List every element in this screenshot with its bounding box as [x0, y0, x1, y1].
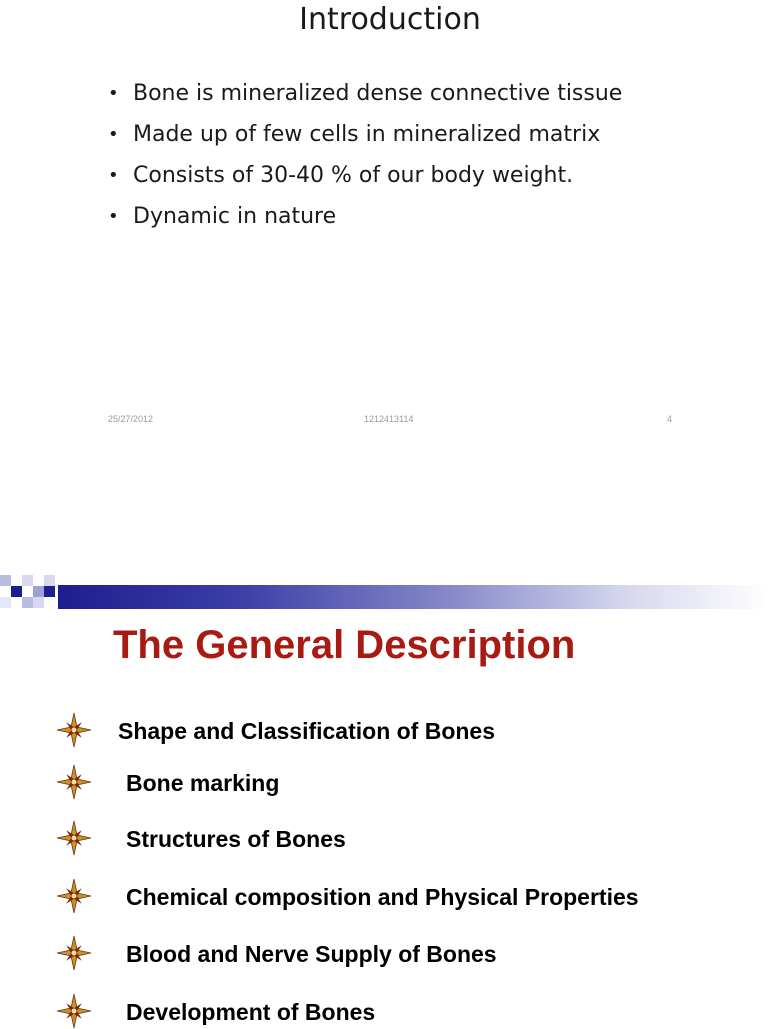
decor-square [33, 586, 44, 597]
slide-general-description [0, 573, 768, 1024]
list-item [0, 820, 768, 856]
list-item-label: Structures of Bones [126, 826, 346, 852]
bullet-text: Dynamic in nature [133, 204, 337, 229]
footer-page-number: 4 [667, 414, 673, 424]
list-item-label: Blood and Nerve Supply of Bones [126, 941, 497, 967]
list-item-label: Development of Bones [126, 999, 376, 1025]
bullet-text: Consists of 30-40 % of our body weight. [133, 163, 574, 188]
slide-title: Introduction [299, 2, 481, 37]
bullet-dot-icon: • [108, 124, 119, 145]
decor-square [33, 597, 44, 608]
compass-star-icon [56, 712, 92, 748]
bullet-list [106, 79, 622, 243]
list-item [0, 712, 768, 748]
compass-star-icon [56, 878, 92, 914]
bullet-dot-icon: • [108, 165, 119, 186]
decor-square [0, 597, 11, 608]
decor-square [44, 575, 55, 586]
bullet-item [106, 79, 622, 120]
decor-square [11, 586, 22, 597]
gradient-band [58, 585, 768, 609]
list-item [0, 764, 768, 800]
list-item-label: Bone marking [126, 770, 280, 796]
bullet-item [106, 161, 622, 202]
bullet-item [106, 120, 622, 161]
compass-star-icon [56, 935, 92, 971]
list-item-label: Chemical composition and Physical Properties [126, 884, 639, 910]
bullet-text: Bone is mineralized dense connective tissue [133, 81, 623, 106]
decor-square [44, 586, 55, 597]
list-item [0, 878, 768, 914]
compass-star-icon [56, 820, 92, 856]
decor-square [22, 575, 33, 586]
bullet-dot-icon: • [108, 206, 119, 227]
slide-title: The General Description [113, 623, 576, 667]
footer-date: 25/27/2012 [108, 414, 154, 424]
decor-square [0, 575, 11, 586]
bullet-text: Made up of few cells in mineralized matrix [133, 122, 601, 147]
decor-square [22, 597, 33, 608]
footer-id: 1212413114 [364, 414, 414, 424]
list-item [0, 935, 768, 971]
compass-star-icon [56, 764, 92, 800]
bullet-item [106, 202, 622, 243]
list-item-label: Shape and Classification of Bones [118, 718, 496, 744]
bullet-dot-icon: • [108, 83, 119, 104]
